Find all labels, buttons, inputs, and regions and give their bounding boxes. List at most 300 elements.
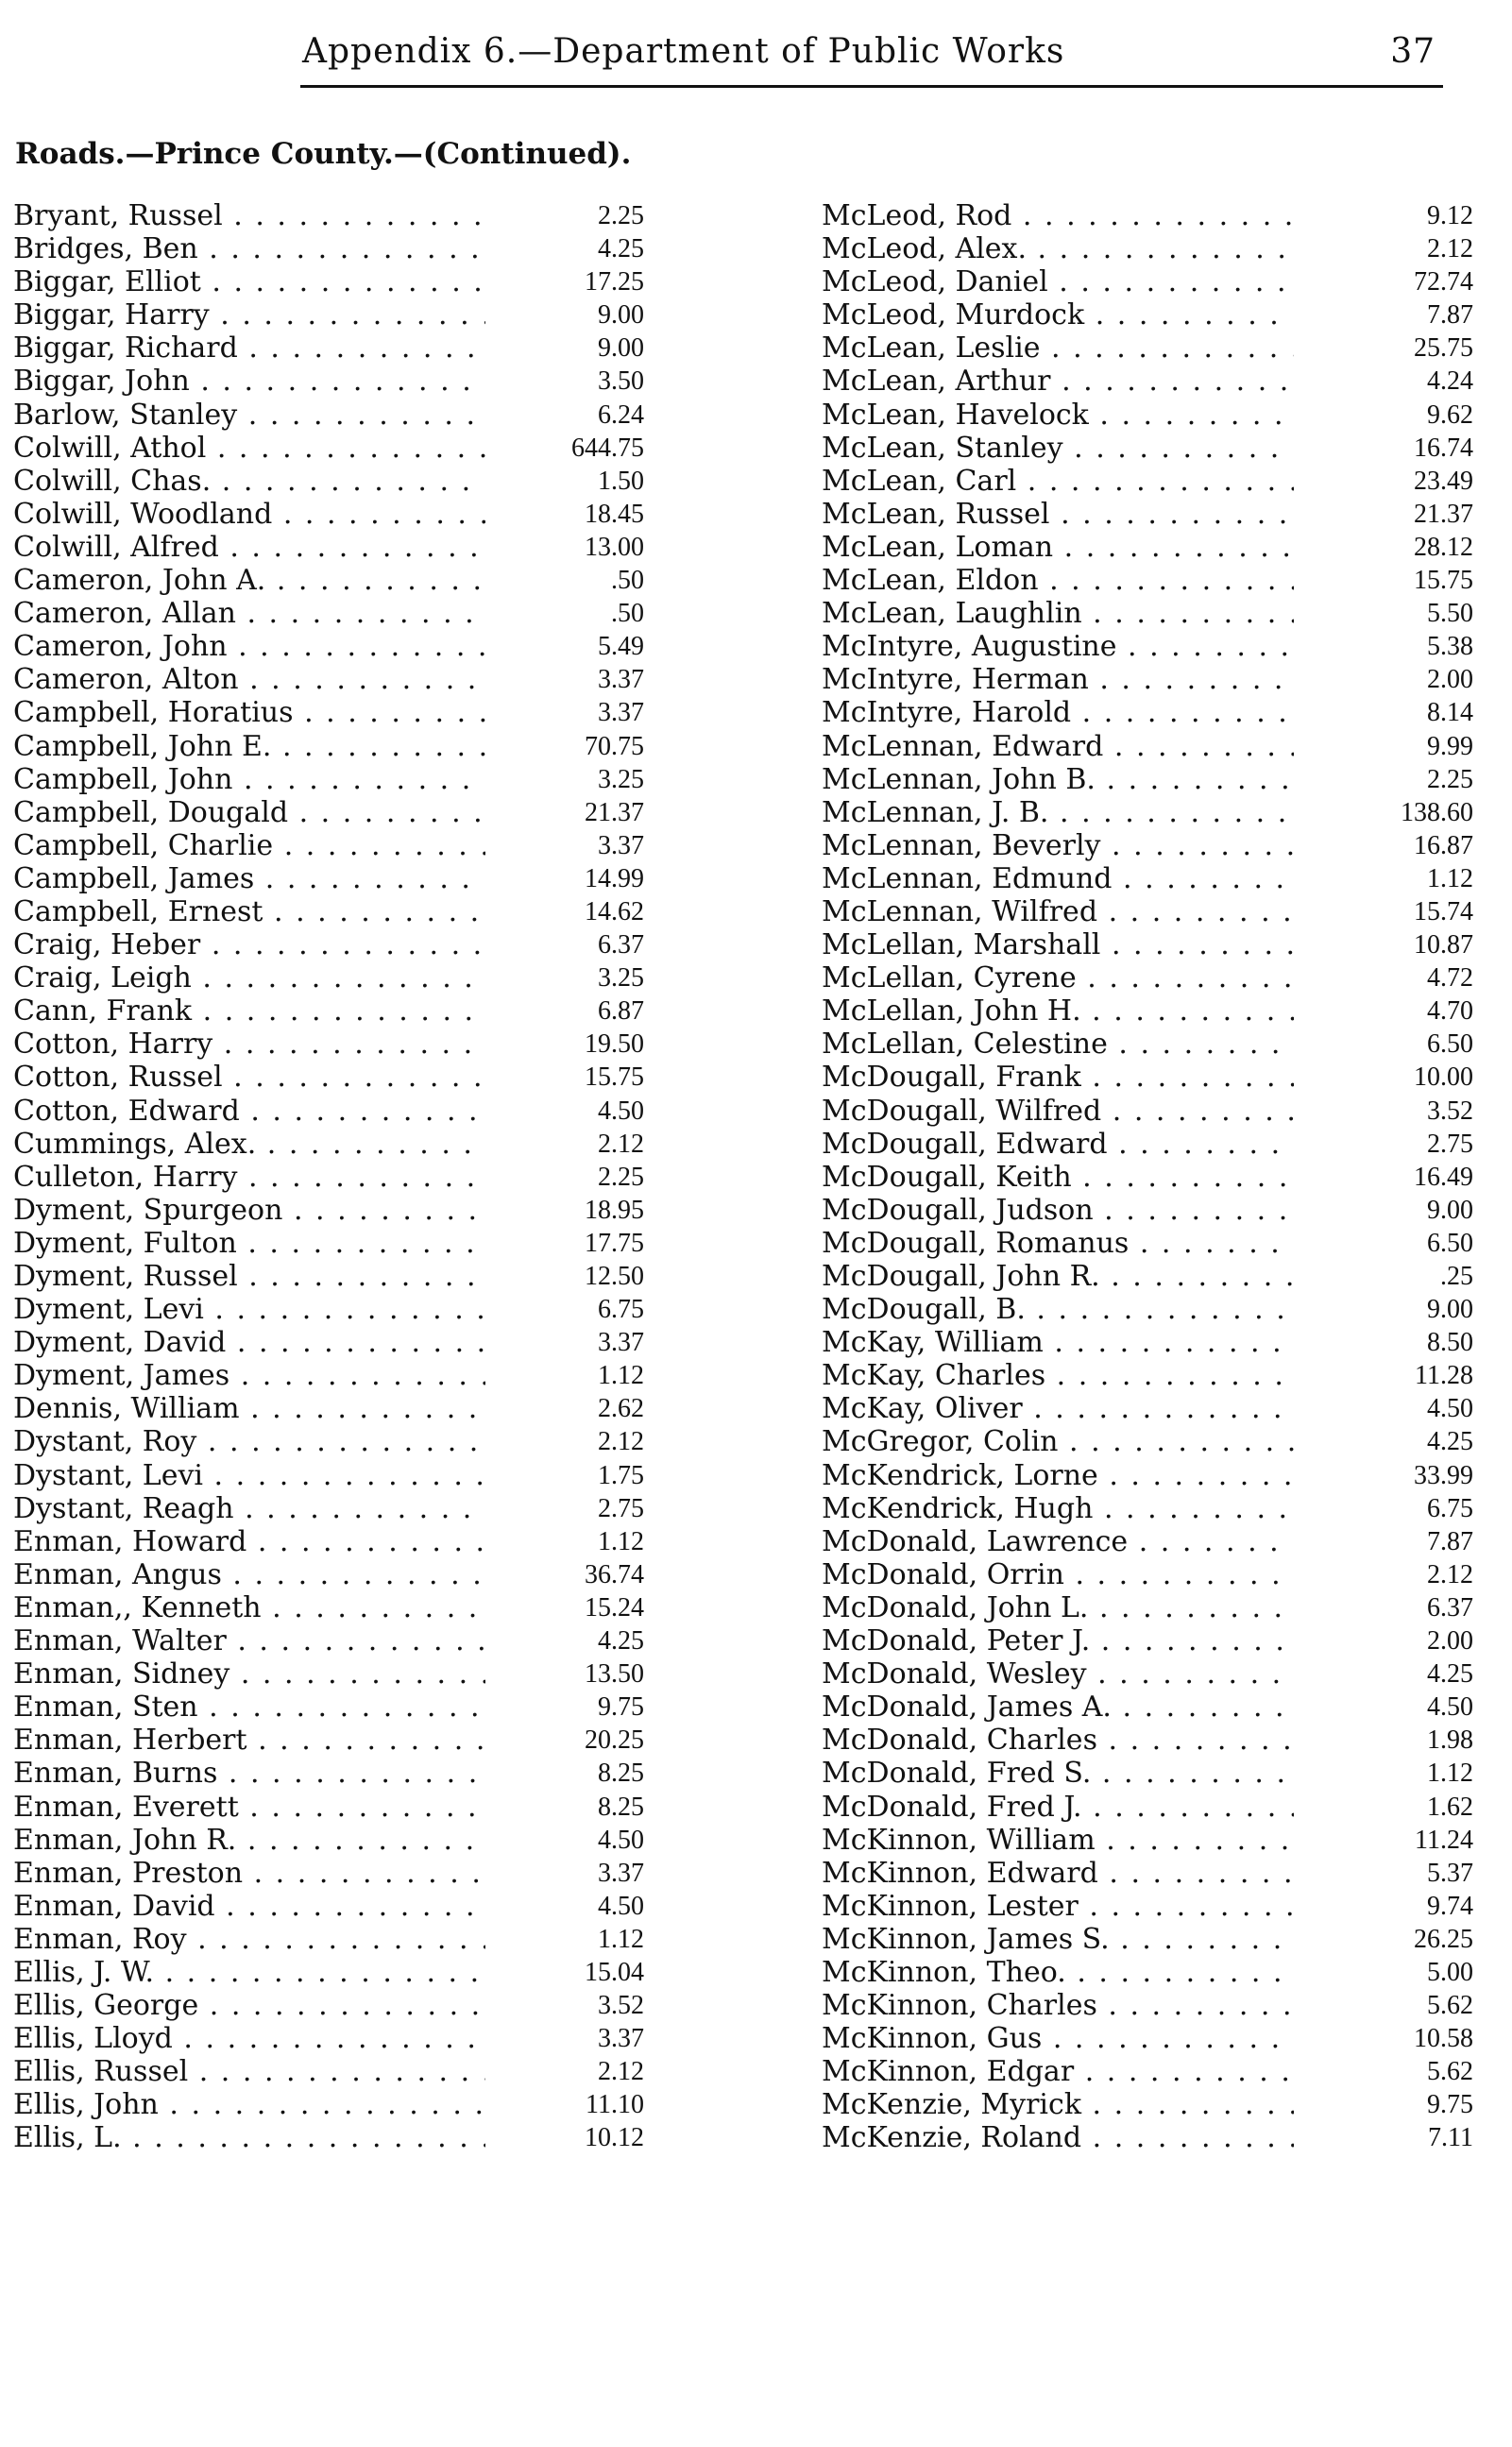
- payment-amount: 3.25: [598, 963, 644, 994]
- payee-name: McLennan, Edward . . .: [822, 730, 1294, 763]
- payee-name: Enman, Preston . . .: [13, 1857, 485, 1890]
- list-item: [822, 1724, 1473, 1757]
- list-item: [822, 331, 1473, 365]
- payee-name: Ellis, John . . .: [13, 2088, 485, 2121]
- payment-amount: 14.99: [585, 863, 644, 893]
- list-item: [822, 1293, 1473, 1326]
- list-item: [13, 1095, 644, 1128]
- payment-amount: 20.25: [585, 1725, 644, 1756]
- list-item: [13, 331, 644, 365]
- payment-amount: 17.75: [585, 1228, 644, 1258]
- payee-name: Cameron, John . . .: [13, 630, 485, 663]
- list-item: [822, 1824, 1473, 1857]
- payee-name: McKinnon, James S. . . .: [822, 1923, 1294, 1956]
- payee-name: McGregor, Colin . . .: [822, 1425, 1294, 1458]
- payee-name: Enman, John R. . . .: [13, 1824, 485, 1857]
- payee-name: McDonald, Lawrence . . .: [822, 1525, 1294, 1558]
- list-item: [822, 1791, 1473, 1824]
- list-item: [822, 2055, 1473, 2088]
- payee-name: Dyment, Spurgeon . . .: [13, 1194, 485, 1227]
- list-item: [13, 399, 644, 432]
- list-item: [13, 1161, 644, 1194]
- list-item: [822, 298, 1473, 331]
- payment-amount: 3.37: [598, 698, 644, 728]
- list-item: [822, 564, 1473, 597]
- payment-amount: 2.25: [598, 1162, 644, 1192]
- payment-amount: 23.49: [1414, 466, 1473, 496]
- payment-amount: 4.50: [598, 1096, 644, 1126]
- payee-name: Cotton, Edward . . .: [13, 1095, 485, 1128]
- list-item: [822, 1558, 1473, 1591]
- payee-name: McLennan, Edmund . . .: [822, 862, 1294, 895]
- payment-amount: 2.12: [598, 1129, 644, 1159]
- list-item: [822, 1657, 1473, 1691]
- payment-amount: 6.50: [1427, 1029, 1473, 1060]
- payee-name: McKendrick, Hugh . . .: [822, 1492, 1294, 1525]
- list-item: [13, 1293, 644, 1326]
- payment-amount: 33.99: [1414, 1460, 1473, 1490]
- payee-name: McKendrick, Lorne . . .: [822, 1459, 1294, 1492]
- payment-amount: 2.62: [598, 1394, 644, 1424]
- payment-amount: 15.75: [585, 1062, 644, 1093]
- payee-name: McKenzie, Myrick . . .: [822, 2088, 1294, 2121]
- payment-amount: 4.25: [598, 234, 644, 264]
- payment-amount: 16.49: [1414, 1162, 1473, 1192]
- payment-amount: 10.58: [1414, 2024, 1473, 2054]
- list-item: [822, 1161, 1473, 1194]
- payment-amount: 5.50: [1427, 599, 1473, 629]
- list-item: [13, 1956, 644, 1989]
- payee-name: Bridges, Ben . . .: [13, 232, 485, 265]
- list-item: [13, 696, 644, 729]
- list-item: [13, 564, 644, 597]
- list-item: [822, 1028, 1473, 1061]
- payee-name: McDougall, Frank . . .: [822, 1061, 1294, 1094]
- payment-amount: 6.50: [1427, 1228, 1473, 1258]
- list-item: [13, 796, 644, 829]
- payee-name: Dyment, Fulton . . .: [13, 1227, 485, 1260]
- payment-amount: 1.12: [598, 1526, 644, 1556]
- payment-amount: 2.25: [1427, 764, 1473, 794]
- payee-name: Cummings, Alex. . . .: [13, 1128, 485, 1161]
- payment-amount: 12.50: [585, 1262, 644, 1291]
- payee-name: McKay, William . . .: [822, 1326, 1294, 1359]
- payment-amount: 9.99: [1427, 731, 1473, 761]
- payment-amount: .50: [611, 566, 644, 596]
- list-item: [822, 1459, 1473, 1492]
- payee-name: McDougall, Wilfred . . .: [822, 1095, 1294, 1128]
- list-item: [822, 2088, 1473, 2121]
- payment-amount: 8.50: [1427, 1328, 1473, 1358]
- list-item: [822, 2022, 1473, 2055]
- payee-name: Cotton, Russel . . .: [13, 1061, 485, 1094]
- payment-amount: 3.52: [1427, 1096, 1473, 1126]
- payment-amount: 6.75: [598, 1295, 644, 1325]
- payment-amount: 4.50: [598, 1825, 644, 1855]
- list-item: [13, 2022, 644, 2055]
- list-item: [822, 399, 1473, 432]
- list-item: [822, 1492, 1473, 1525]
- payee-name: McKinnon, Theo. . . .: [822, 1956, 1294, 1989]
- payment-amount: 1.98: [1427, 1725, 1473, 1756]
- payee-name: McKinnon, Charles . . .: [822, 1989, 1294, 2022]
- list-item: [822, 2121, 1473, 2154]
- list-item: [13, 630, 644, 663]
- payment-amount: 36.74: [585, 1559, 644, 1589]
- list-item: [13, 1227, 644, 1260]
- payment-amount: 4.25: [1427, 1659, 1473, 1690]
- payment-amount: 6.37: [598, 930, 644, 960]
- payee-name: Enman, Herbert . . .: [13, 1724, 485, 1757]
- payee-name: Ellis, J. W. . . .: [13, 1956, 485, 1989]
- payee-name: McDonald, James A. . . .: [822, 1691, 1294, 1724]
- list-item: [822, 696, 1473, 729]
- left-column: [13, 199, 644, 2155]
- payment-amount: 9.62: [1427, 399, 1473, 430]
- list-item: [13, 1326, 644, 1359]
- payee-name: Ellis, L. . . .: [13, 2121, 485, 2154]
- payee-name: Enman,, Kenneth . . .: [13, 1591, 485, 1624]
- list-item: [822, 1128, 1473, 1161]
- payee-name: McLean, Arthur . . .: [822, 365, 1294, 398]
- list-item: [822, 1392, 1473, 1425]
- payee-name: Dystant, Levi . . .: [13, 1459, 485, 1492]
- list-item: [13, 730, 644, 763]
- list-item: [13, 1128, 644, 1161]
- list-item: [822, 531, 1473, 564]
- list-item: [822, 498, 1473, 531]
- payment-amount: 4.50: [1427, 1692, 1473, 1723]
- list-item: [13, 1425, 644, 1458]
- payment-amount: 72.74: [1414, 267, 1473, 297]
- list-item: [822, 1890, 1473, 1923]
- payee-name: Enman, Howard . . .: [13, 1525, 485, 1558]
- list-item: [13, 365, 644, 398]
- payee-name: Enman, Burns . . .: [13, 1757, 485, 1790]
- payee-name: Cameron, John A. . . .: [13, 564, 485, 597]
- payment-amount: 9.00: [1427, 1295, 1473, 1325]
- payment-amount: 25.75: [1414, 333, 1473, 364]
- payment-amount: 2.25: [598, 201, 644, 230]
- list-item: [13, 498, 644, 531]
- payee-name: McKinnon, Gus . . .: [822, 2022, 1294, 2055]
- list-item: [822, 365, 1473, 398]
- payee-name: McKay, Charles . . .: [822, 1359, 1294, 1392]
- list-item: [13, 1194, 644, 1227]
- payee-name: Dyment, Levi . . .: [13, 1293, 485, 1326]
- payee-name: McLennan, Wilfred . . .: [822, 895, 1294, 928]
- payment-amount: 17.25: [585, 267, 644, 297]
- payment-amount: 3.50: [598, 366, 644, 397]
- payee-name: Craig, Heber . . .: [13, 928, 485, 961]
- list-item: [13, 1260, 644, 1293]
- payment-amount: 3.37: [598, 665, 644, 695]
- page-number: 37: [1390, 32, 1436, 71]
- payment-amount: 26.25: [1414, 1924, 1473, 1954]
- payment-amount: 8.14: [1427, 698, 1473, 728]
- payment-amount: 15.75: [1414, 566, 1473, 596]
- payment-amount: 3.52: [598, 1991, 644, 2021]
- payee-name: Dyment, David . . .: [13, 1326, 485, 1359]
- payee-name: Campbell, Dougald . . .: [13, 796, 485, 829]
- list-item: [13, 1525, 644, 1558]
- payee-name: Campbell, John E. . . .: [13, 730, 485, 763]
- payee-name: Campbell, John . . .: [13, 763, 485, 796]
- list-item: [822, 796, 1473, 829]
- payment-amount: 9.00: [598, 333, 644, 364]
- payee-name: McLean, Eldon . . .: [822, 564, 1294, 597]
- list-item: [822, 1624, 1473, 1657]
- payment-amount: 10.00: [1414, 1062, 1473, 1093]
- payment-amount: 6.24: [598, 399, 644, 430]
- payment-amount: 18.95: [585, 1195, 644, 1225]
- payment-amount: 16.87: [1414, 830, 1473, 860]
- payment-amount: 7.87: [1427, 300, 1473, 331]
- payee-name: McLeod, Murdock . . .: [822, 298, 1294, 331]
- payee-name: Cameron, Allan . . .: [13, 597, 485, 630]
- payee-name: Biggar, Harry . . .: [13, 298, 485, 331]
- payee-name: Ellis, George . . .: [13, 1989, 485, 2022]
- list-item: [822, 829, 1473, 862]
- payee-name: McDougall, Keith . . .: [822, 1161, 1294, 1194]
- payee-name: McDonald, Fred S. . . .: [822, 1757, 1294, 1790]
- list-item: [13, 1757, 644, 1790]
- payment-amount: 2.75: [1427, 1129, 1473, 1159]
- payment-amount: 21.37: [585, 797, 644, 827]
- payee-name: McLean, Loman . . .: [822, 531, 1294, 564]
- list-item: [822, 730, 1473, 763]
- list-item: [822, 1326, 1473, 1359]
- list-item: [13, 1028, 644, 1061]
- payee-name: McKay, Oliver . . .: [822, 1392, 1294, 1425]
- payee-name: Cotton, Harry . . .: [13, 1028, 485, 1061]
- payee-name: McLean, Russel . . .: [822, 498, 1294, 531]
- list-item: [822, 1061, 1473, 1094]
- list-item: [13, 1492, 644, 1525]
- payment-amount: 4.50: [598, 1891, 644, 1921]
- payment-amount: 9.74: [1427, 1891, 1473, 1921]
- list-item: [13, 232, 644, 265]
- payment-amount: 5.37: [1427, 1858, 1473, 1888]
- payee-name: Cameron, Alton . . .: [13, 663, 485, 696]
- payee-name: Biggar, Elliot . . .: [13, 265, 485, 298]
- list-item: [13, 928, 644, 961]
- payee-name: Dyment, Russel . . .: [13, 1260, 485, 1293]
- payee-name: McKinnon, William . . .: [822, 1824, 1294, 1857]
- list-item: [822, 1989, 1473, 2022]
- payee-name: McDonald, Orrin . . .: [822, 1558, 1294, 1591]
- payee-name: Enman, Walter . . .: [13, 1624, 485, 1657]
- payee-name: Craig, Leigh . . .: [13, 961, 485, 994]
- list-item: [13, 895, 644, 928]
- payment-amount: 1.12: [598, 1361, 644, 1391]
- payee-name: Biggar, Richard . . .: [13, 331, 485, 365]
- payment-amount: 11.24: [1415, 1825, 1473, 1855]
- payee-name: Campbell, Horatius . . .: [13, 696, 485, 729]
- payee-name: McDougall, Judson . . .: [822, 1194, 1294, 1227]
- list-item: [822, 763, 1473, 796]
- list-item: [13, 465, 644, 498]
- payment-amount: 3.25: [598, 764, 644, 794]
- payee-name: Dennis, William . . .: [13, 1392, 485, 1425]
- payment-amount: 5.62: [1427, 2057, 1473, 2087]
- list-item: [13, 1591, 644, 1624]
- list-item: [822, 1691, 1473, 1724]
- list-item: [822, 1757, 1473, 1790]
- list-item: [13, 1791, 644, 1824]
- list-item: [13, 531, 644, 564]
- payment-amount: 15.24: [585, 1592, 644, 1623]
- payee-name: McLellan, Cyrene . . .: [822, 961, 1294, 994]
- list-item: [13, 1857, 644, 1890]
- payment-amount: 11.28: [1415, 1361, 1473, 1391]
- payee-name: McLellan, Marshall . . .: [822, 928, 1294, 961]
- list-item: [822, 961, 1473, 994]
- payee-name: Enman, Angus . . .: [13, 1558, 485, 1591]
- list-item: [13, 432, 644, 465]
- payee-name: McKinnon, Edgar . . .: [822, 2055, 1294, 2088]
- list-item: [822, 199, 1473, 232]
- payment-amount: 10.87: [1414, 930, 1473, 960]
- payment-amount: 3.37: [598, 830, 644, 860]
- payee-name: McDougall, Romanus . . .: [822, 1227, 1294, 1260]
- list-item: [822, 1359, 1473, 1392]
- payee-name: Campbell, Ernest . . .: [13, 895, 485, 928]
- payment-amount: 4.70: [1427, 996, 1473, 1027]
- running-head: [302, 28, 1436, 76]
- payment-amount: 6.87: [598, 996, 644, 1027]
- payment-amount: 6.75: [1427, 1493, 1473, 1523]
- list-item: [13, 1890, 644, 1923]
- payment-amount: 6.37: [1427, 1592, 1473, 1623]
- list-item: [13, 265, 644, 298]
- payee-name: Campbell, James . . .: [13, 862, 485, 895]
- payee-name: Dystant, Reagh . . .: [13, 1492, 485, 1525]
- list-item: [13, 2055, 644, 2088]
- payee-name: Campbell, Charlie . . .: [13, 829, 485, 862]
- list-item: [13, 2121, 644, 2154]
- payee-name: Barlow, Stanley . . .: [13, 399, 485, 432]
- list-item: [13, 298, 644, 331]
- list-item: [822, 1923, 1473, 1956]
- list-item: [13, 2088, 644, 2121]
- payee-name: McLeod, Daniel . . .: [822, 265, 1294, 298]
- list-item: [13, 1691, 644, 1724]
- payment-amount: 2.12: [1427, 234, 1473, 264]
- payment-amount: 8.25: [598, 1792, 644, 1822]
- payee-name: McLennan, Beverly . . .: [822, 829, 1294, 862]
- payee-name: Colwill, Woodland . . .: [13, 498, 485, 531]
- payment-amount: 11.10: [586, 2090, 644, 2120]
- payee-name: Colwill, Athol . . .: [13, 432, 485, 465]
- payment-amount: 70.75: [585, 731, 644, 761]
- payment-amount: 14.62: [585, 896, 644, 926]
- list-item: [822, 1194, 1473, 1227]
- list-item: [13, 1657, 644, 1691]
- payment-amount: 644.75: [571, 433, 644, 463]
- payee-name: Culleton, Harry . . .: [13, 1161, 485, 1194]
- right-column: [822, 199, 1473, 2155]
- payment-amount: 2.12: [598, 2057, 644, 2087]
- payment-amount: 9.00: [598, 300, 644, 331]
- list-item: [822, 1857, 1473, 1890]
- list-item: [822, 597, 1473, 630]
- payee-name: McLeod, Alex. . . .: [822, 232, 1294, 265]
- payment-amount: 13.50: [585, 1659, 644, 1690]
- payment-amount: 1.50: [598, 466, 644, 496]
- payee-name: McLeod, Rod . . .: [822, 199, 1294, 232]
- payee-name: McLean, Laughlin . . .: [822, 597, 1294, 630]
- payment-amount: 13.00: [585, 532, 644, 562]
- payee-name: McLean, Havelock . . .: [822, 399, 1294, 432]
- list-item: [822, 265, 1473, 298]
- list-item: [13, 1359, 644, 1392]
- list-item: [13, 199, 644, 232]
- payee-name: Enman, Roy . . .: [13, 1923, 485, 1956]
- payment-amount: 3.37: [598, 1858, 644, 1888]
- payee-name: McDonald, Wesley . . .: [822, 1657, 1294, 1691]
- payee-name: McDonald, John L. . . .: [822, 1591, 1294, 1624]
- section-title: Roads.—Prince County.—(Continued).: [15, 137, 632, 171]
- payment-amount: 4.50: [1427, 1394, 1473, 1424]
- payee-name: Enman, Sidney . . .: [13, 1657, 485, 1691]
- payment-amount: 1.12: [1427, 1759, 1473, 1789]
- payee-name: Enman, Everett . . .: [13, 1791, 485, 1824]
- payment-amount: 4.25: [598, 1626, 644, 1657]
- payment-amount: 138.60: [1401, 797, 1473, 827]
- list-item: [13, 1061, 644, 1094]
- header-rule: [300, 85, 1443, 88]
- payment-amount: 5.62: [1427, 1991, 1473, 2021]
- payment-amount: 2.00: [1427, 1626, 1473, 1657]
- list-item: [13, 862, 644, 895]
- payment-amount: 2.12: [598, 1427, 644, 1457]
- payee-name: McLennan, J. B. . . .: [822, 796, 1294, 829]
- payment-amount: 1.62: [1427, 1792, 1473, 1822]
- payment-amount: 4.72: [1427, 963, 1473, 994]
- list-item: [13, 829, 644, 862]
- list-item: [13, 994, 644, 1028]
- payment-amount: 2.12: [1427, 1559, 1473, 1589]
- list-item: [13, 597, 644, 630]
- payment-amount: 3.37: [598, 2024, 644, 2054]
- list-item: [822, 928, 1473, 961]
- list-item: [822, 630, 1473, 663]
- payee-name: McIntyre, Augustine . . .: [822, 630, 1294, 663]
- payment-amount: 3.37: [598, 1328, 644, 1358]
- payee-name: Colwill, Alfred . . .: [13, 531, 485, 564]
- payee-name: McKenzie, Roland . . .: [822, 2121, 1294, 2154]
- payment-amount: 2.75: [598, 1493, 644, 1523]
- list-item: [822, 432, 1473, 465]
- list-item: [13, 1459, 644, 1492]
- list-item: [822, 1095, 1473, 1128]
- payee-name: McLean, Carl . . .: [822, 465, 1294, 498]
- list-item: [822, 1227, 1473, 1260]
- payee-name: McDonald, Charles . . .: [822, 1724, 1294, 1757]
- payment-amount: 5.00: [1427, 1957, 1473, 1987]
- payee-name: Cann, Frank . . .: [13, 994, 485, 1028]
- payment-amount: 9.00: [1427, 1195, 1473, 1225]
- list-item: [822, 994, 1473, 1028]
- payee-name: McDonald, Fred J. . . .: [822, 1791, 1294, 1824]
- payment-amount: 8.25: [598, 1759, 644, 1789]
- payee-name: Colwill, Chas. . . .: [13, 465, 485, 498]
- payee-name: Dyment, James . . .: [13, 1359, 485, 1392]
- payee-name: McIntyre, Herman . . .: [822, 663, 1294, 696]
- list-item: [13, 1724, 644, 1757]
- payment-amount: 9.75: [598, 1692, 644, 1723]
